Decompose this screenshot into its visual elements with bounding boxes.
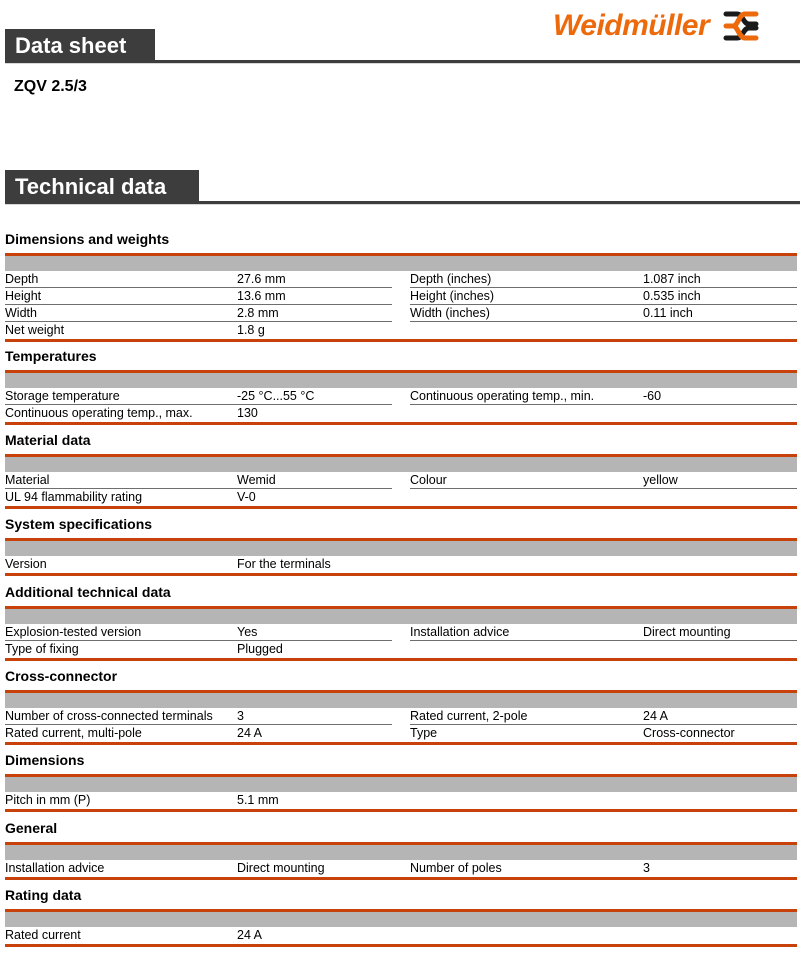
left-property-value: 3 — [237, 709, 244, 723]
brand-wordmark: Weidmüller — [553, 9, 710, 42]
section-header-band — [5, 256, 797, 271]
left-property-label: Material — [5, 473, 50, 487]
section-rows — [5, 708, 797, 742]
section-bottom-rule — [5, 339, 797, 342]
section-title: Dimensions — [5, 752, 85, 768]
left-property-value: 2.8 mm — [237, 306, 279, 320]
section-rows — [5, 860, 797, 877]
left-property-label: Number of cross-connected terminals — [5, 709, 213, 723]
section-header-band — [5, 845, 797, 860]
table-row — [5, 641, 797, 658]
table-row — [5, 271, 797, 288]
left-property-label: Net weight — [5, 323, 65, 337]
section-rows — [5, 472, 797, 506]
left-property-label: Width — [5, 306, 37, 320]
table-row — [5, 305, 797, 322]
table-row — [5, 927, 797, 944]
right-property-label: Depth (inches) — [410, 272, 492, 286]
left-property-label: UL 94 flammability rating — [5, 490, 143, 504]
section-bottom-rule — [5, 573, 797, 576]
doc-title: Data sheet — [5, 29, 155, 63]
section-rows — [5, 388, 797, 422]
section-bottom-rule — [5, 809, 797, 812]
section-dimensions-and-weights — [5, 231, 797, 342]
section-bottom-rule — [5, 944, 797, 947]
section-bottom-rule — [5, 658, 797, 661]
section-header-band — [5, 373, 797, 388]
left-property-label: Explosion-tested version — [5, 625, 142, 639]
title-rule-shadow — [5, 204, 800, 205]
section-title: Temperatures — [5, 348, 97, 364]
left-property-value: For the terminals — [237, 557, 331, 571]
section-bottom-rule — [5, 422, 797, 425]
section-dimensions — [5, 752, 797, 812]
right-property-label: Width (inches) — [410, 306, 490, 320]
right-property-value: -60 — [643, 389, 662, 403]
right-property-value: Direct mounting — [643, 625, 731, 639]
datasheet-title-block — [5, 29, 800, 63]
section-title: Material data — [5, 432, 91, 448]
right-property-label: Type — [410, 726, 438, 740]
section-header-band — [5, 912, 797, 927]
table-row — [5, 405, 797, 422]
table-row — [5, 860, 797, 877]
left-property-label: Pitch in mm (P) — [5, 793, 91, 807]
table-row — [5, 489, 797, 506]
section-bottom-rule — [5, 742, 797, 745]
section-header-band — [5, 541, 797, 556]
section-title: Additional technical data — [5, 584, 171, 600]
table-row — [5, 288, 797, 305]
technical-data-title-block — [5, 170, 800, 204]
section-rows — [5, 271, 797, 339]
right-property-label: Continuous operating temp., min. — [410, 389, 595, 403]
left-property-label: Storage temperature — [5, 389, 120, 403]
left-property-label: Rated current — [5, 928, 81, 942]
section-title: General — [5, 820, 58, 836]
section-header-band — [5, 777, 797, 792]
left-property-value: Wemid — [237, 473, 276, 487]
left-property-label: Depth — [5, 272, 39, 286]
section-title: Dimensions and weights — [5, 231, 170, 247]
left-property-label: Rated current, multi-pole — [5, 726, 142, 740]
right-property-value: 0.11 inch — [643, 306, 693, 320]
right-property-value: Cross-connector — [643, 726, 735, 740]
section-general — [5, 820, 797, 880]
right-property-label: Rated current, 2-pole — [410, 709, 528, 723]
left-property-value: V-0 — [237, 490, 256, 504]
section-title: System specifications — [5, 516, 153, 532]
right-property-value: 3 — [643, 861, 650, 875]
title-rule-shadow — [5, 63, 800, 64]
left-property-value: 27.6 mm — [237, 272, 286, 286]
table-row — [5, 472, 797, 489]
left-property-value: 130 — [237, 406, 258, 420]
section-material-data — [5, 432, 797, 509]
right-property-label: Number of poles — [410, 861, 502, 875]
left-property-label: Continuous operating temp., max. — [5, 406, 193, 420]
product-name: ZQV 2.5/3 — [14, 78, 87, 95]
left-property-value: 24 A — [237, 726, 263, 740]
section-cross-connector — [5, 668, 797, 745]
right-property-label: Installation advice — [410, 625, 510, 639]
right-property-value: yellow — [643, 473, 678, 487]
right-property-label: Colour — [410, 473, 447, 487]
section-header-band — [5, 609, 797, 624]
left-property-value: -25 °C...55 °C — [237, 389, 315, 403]
left-property-value: 13.6 mm — [237, 289, 286, 303]
section-header-band — [5, 693, 797, 708]
section-header-band — [5, 457, 797, 472]
section-rating-data — [5, 887, 797, 947]
left-property-value: Plugged — [237, 642, 283, 656]
right-property-label: Height (inches) — [410, 289, 495, 303]
section-rows — [5, 624, 797, 658]
table-row — [5, 624, 797, 641]
table-row — [5, 708, 797, 725]
section-rows — [5, 556, 797, 573]
left-property-label: Type of fixing — [5, 642, 79, 656]
section-rows — [5, 792, 797, 809]
left-property-value: Yes — [237, 625, 258, 639]
table-row — [5, 322, 797, 339]
section-bottom-rule — [5, 506, 797, 509]
right-property-value: 1.087 inch — [643, 272, 701, 286]
left-property-label: Installation advice — [5, 861, 105, 875]
section-title: Rating data — [5, 887, 82, 903]
table-row — [5, 725, 797, 742]
section-additional-technical-data — [5, 584, 797, 661]
table-row — [5, 556, 797, 573]
left-property-value: 24 A — [237, 928, 263, 942]
right-property-value: 24 A — [643, 709, 669, 723]
section-bottom-rule — [5, 877, 797, 880]
technical-data-title: Technical data — [5, 170, 199, 204]
left-property-value: 5.1 mm — [237, 793, 279, 807]
left-property-value: Direct mounting — [237, 861, 325, 875]
table-row — [5, 792, 797, 809]
section-rows — [5, 927, 797, 944]
left-property-label: Height — [5, 289, 42, 303]
left-property-value: 1.8 g — [237, 323, 265, 337]
right-property-value: 0.535 inch — [643, 289, 701, 303]
section-system-specifications — [5, 516, 797, 576]
table-row — [5, 388, 797, 405]
section-title: Cross-connector — [5, 668, 118, 684]
section-temperatures — [5, 348, 797, 425]
left-property-label: Version — [5, 557, 47, 571]
